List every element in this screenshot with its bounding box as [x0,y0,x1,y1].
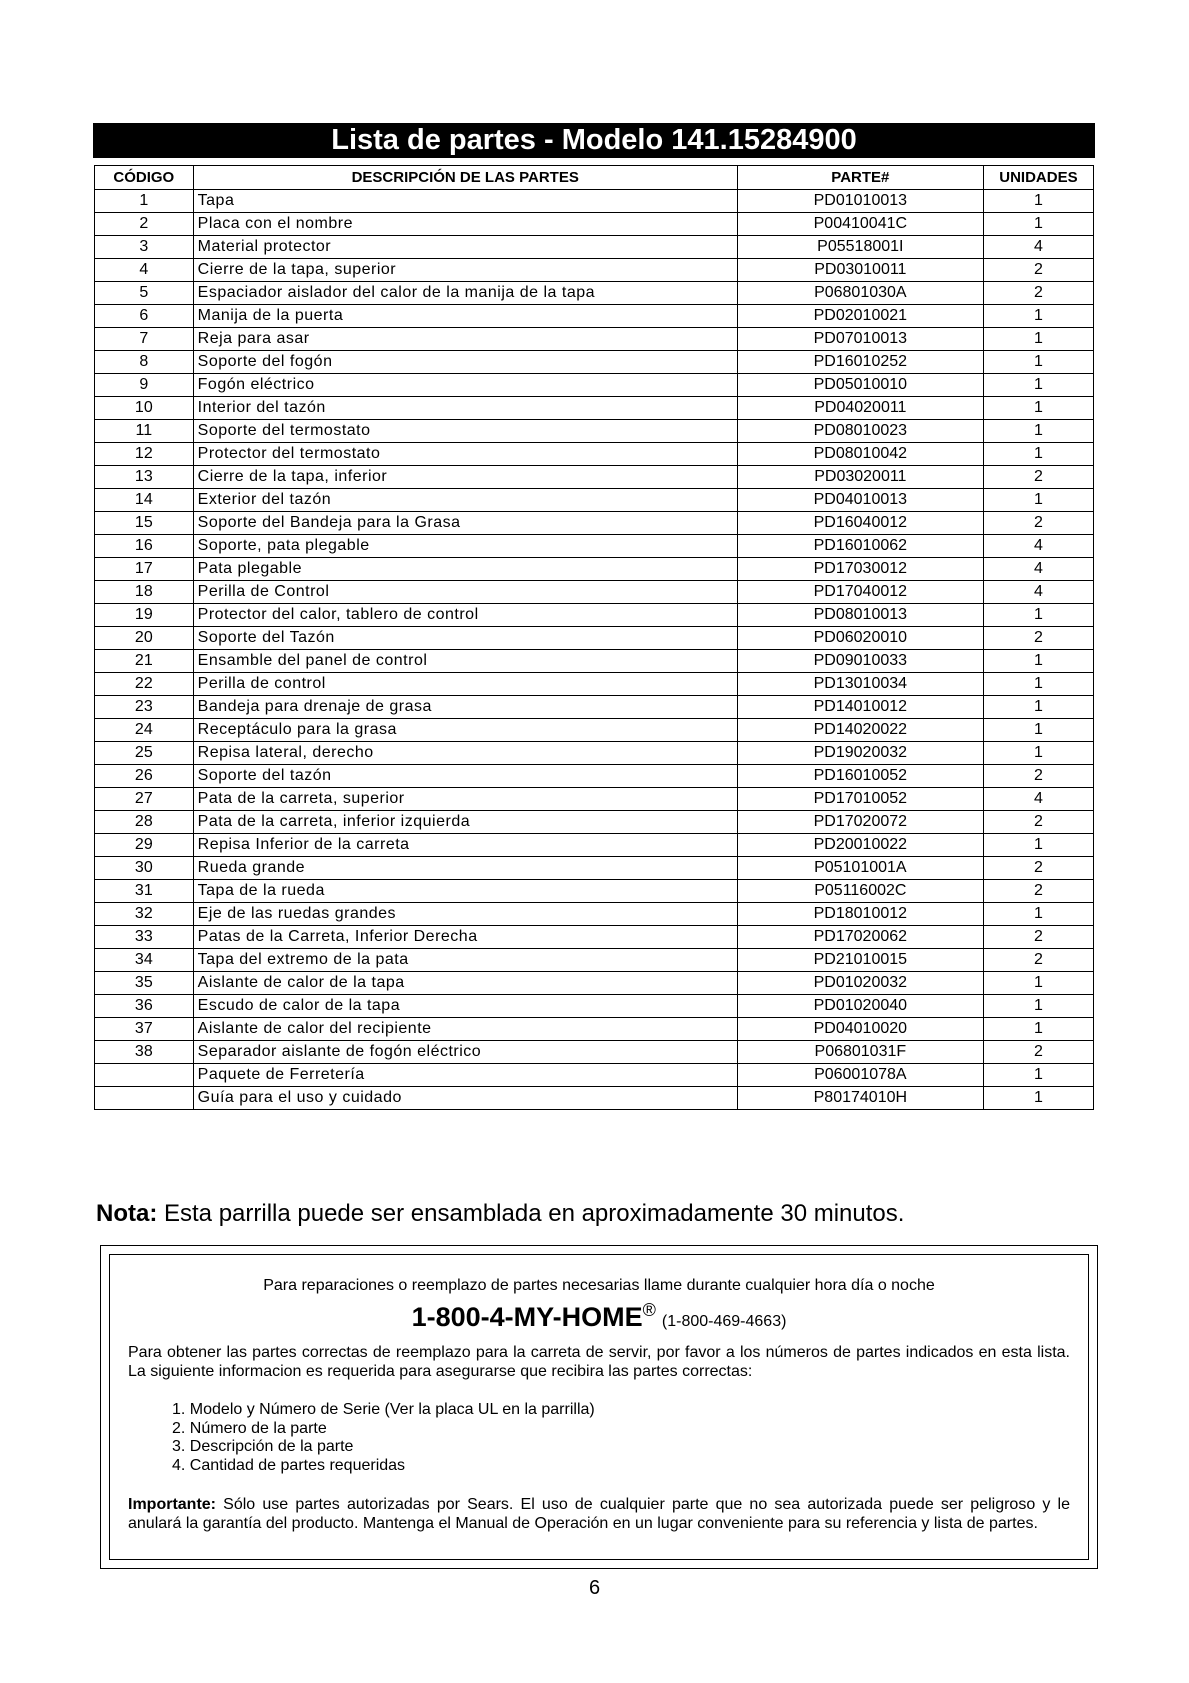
cell-units: 4 [983,788,1093,811]
cell-part-number: P06801030A [737,282,983,305]
table-row [95,857,1094,880]
cell-description: Perilla de Control [193,581,737,604]
cell-units: 1 [983,420,1093,443]
cell-code: 3 [95,236,194,259]
cell-code: 6 [95,305,194,328]
parts-table [94,165,1094,1110]
table-row [95,443,1094,466]
cell-description: Protector del termostato [193,443,737,466]
cell-part-number: PD16040012 [737,512,983,535]
cell-units: 1 [983,1018,1093,1041]
cell-description: Soporte del termostato [193,420,737,443]
cell-code: 11 [95,420,194,443]
cell-description: Exterior del tazón [193,489,737,512]
cell-description: Interior del tazón [193,397,737,420]
cell-part-number: PD05010010 [737,374,983,397]
cell-part-number: PD17020062 [737,926,983,949]
cell-code: 26 [95,765,194,788]
cell-units: 1 [983,673,1093,696]
cell-part-number: PD14020022 [737,719,983,742]
table-row [95,995,1094,1018]
table-row [95,351,1094,374]
cell-part-number: PD03020011 [737,466,983,489]
page-title: Lista de partes - Modelo 141.15284900 [93,123,1095,158]
cell-units: 1 [983,190,1093,213]
cell-part-number: PD01020040 [737,995,983,1018]
cell-code: 1 [95,190,194,213]
cell-description: Separador aislante de fogón eléctrico [193,1041,737,1064]
phone-mnemonic: 1-800-4-MY-HOME [411,1302,643,1332]
cell-code: 17 [95,558,194,581]
cell-description: Aislante de calor de la tapa [193,972,737,995]
cell-description: Receptáculo para la grasa [193,719,737,742]
cell-part-number: PD18010012 [737,903,983,926]
cell-part-number: PD20010022 [737,834,983,857]
cell-units: 1 [983,834,1093,857]
cell-units: 2 [983,282,1093,305]
cell-part-number: P80174010H [737,1087,983,1110]
cell-description: Protector del calor, tablero de control [193,604,737,627]
cell-part-number: PD03010011 [737,259,983,282]
cell-part-number: PD09010033 [737,650,983,673]
cell-units: 1 [983,719,1093,742]
table-row [95,489,1094,512]
cell-code: 16 [95,535,194,558]
cell-part-number: PD04010013 [737,489,983,512]
cell-description: Material protector [193,236,737,259]
cell-part-number: PD08010042 [737,443,983,466]
cell-units: 2 [983,926,1093,949]
table-row [95,420,1094,443]
cell-code: 10 [95,397,194,420]
cell-part-number: PD17020072 [737,811,983,834]
cell-part-number: PD04020011 [737,397,983,420]
note-text: Esta parrilla puede ser ensamblada en aproximadamente 30 minutos. [164,1200,905,1227]
cell-units: 1 [983,972,1093,995]
cell-units: 4 [983,558,1093,581]
cell-code: 30 [95,857,194,880]
table-row [95,213,1094,236]
cell-part-number: PD14010012 [737,696,983,719]
cell-code: 33 [95,926,194,949]
important-note [128,1495,1070,1533]
table-row [95,650,1094,673]
table-row [95,880,1094,903]
cell-units: 2 [983,765,1093,788]
cell-units: 1 [983,903,1093,926]
cell-description: Soporte del Tazón [193,627,737,650]
cell-code: 22 [95,673,194,696]
cell-code: 34 [95,949,194,972]
cell-code: 32 [95,903,194,926]
cell-code: 20 [95,627,194,650]
required-info-list [172,1401,595,1475]
cell-code: 12 [95,443,194,466]
cell-part-number: PD01010013 [737,190,983,213]
cell-units: 4 [983,236,1093,259]
cell-part-number: PD19020032 [737,742,983,765]
table-row [95,259,1094,282]
cell-units: 1 [983,650,1093,673]
cell-description: Paquete de Ferretería [193,1064,737,1087]
cell-description: Eje de las ruedas grandes [193,903,737,926]
table-row [95,604,1094,627]
cell-units: 1 [983,443,1093,466]
cell-units: 1 [983,351,1093,374]
cell-part-number: P00410041C [737,213,983,236]
cell-description: Fogón eléctrico [193,374,737,397]
service-phone [110,1300,1088,1333]
table-row [95,305,1094,328]
cell-description: Soporte del fogón [193,351,737,374]
cell-description: Guía para el uso y cuidado [193,1087,737,1110]
cell-description: Cierre de la tapa, inferior [193,466,737,489]
table-row [95,558,1094,581]
cell-part-number: PD17010052 [737,788,983,811]
cell-description: Pata de la carreta, inferior izquierda [193,811,737,834]
service-info-inner [109,1254,1089,1560]
cell-code: 13 [95,466,194,489]
cell-part-number: PD16010252 [737,351,983,374]
cell-code: 25 [95,742,194,765]
cell-description: Tapa del extremo de la pata [193,949,737,972]
parts-table-body [95,190,1094,1110]
cell-description: Cierre de la tapa, superior [193,259,737,282]
table-row [95,1087,1094,1110]
table-row [95,926,1094,949]
cell-part-number: P05101001A [737,857,983,880]
cell-description: Repisa lateral, derecho [193,742,737,765]
cell-description: Tapa [193,190,737,213]
list-item: 4. Cantidad de partes requeridas [172,1456,406,1474]
table-row [95,765,1094,788]
important-text: Sólo use partes autorizadas por Sears. El uso de cualquier parte que no sea autorizada puede ser peligroso y le anulará la garantía del producto. Mantenga el Manual de Operación en un lugar conveniente para su referencia y lista de partes. [128,1496,1070,1532]
cell-units: 2 [983,1041,1093,1064]
cell-part-number: PD04010020 [737,1018,983,1041]
cell-description: Rueda grande [193,857,737,880]
cell-description: Soporte del tazón [193,765,737,788]
cell-part-number: PD06020010 [737,627,983,650]
header-units: UNIDADES [983,166,1093,190]
header-part: PARTE# [737,166,983,190]
cell-units: 1 [983,328,1093,351]
cell-code: 8 [95,351,194,374]
cell-code: 14 [95,489,194,512]
list-item: 1. Modelo y Número de Serie (Ver la placa UL en la parrilla) [172,1401,595,1418]
cell-units: 2 [983,466,1093,489]
cell-description: Pata plegable [193,558,737,581]
cell-code: 18 [95,581,194,604]
cell-units: 1 [983,374,1093,397]
cell-code: 15 [95,512,194,535]
table-row [95,512,1094,535]
cell-code: 2 [95,213,194,236]
service-call-text: Para reparaciones o reemplazo de partes necesarias llame durante cualquier hora día o noche [263,1277,935,1294]
list-item: 3. Descripción de la parte [172,1438,354,1455]
cell-part-number: PD08010023 [737,420,983,443]
table-row [95,972,1094,995]
table-row [95,236,1094,259]
table-row [95,190,1094,213]
cell-part-number: P05518001I [737,236,983,259]
cell-part-number: PD08010013 [737,604,983,627]
table-row [95,282,1094,305]
table-row [95,811,1094,834]
cell-code: 5 [95,282,194,305]
cell-units: 1 [983,1064,1093,1087]
cell-code [95,1087,194,1110]
table-row [95,1064,1094,1087]
cell-code: 36 [95,995,194,1018]
cell-units: 2 [983,880,1093,903]
cell-description: Repisa Inferior de la carreta [193,834,737,857]
cell-part-number: PD13010034 [737,673,983,696]
cell-part-number: PD01020032 [737,972,983,995]
cell-description: Ensamble del panel de control [193,650,737,673]
cell-units: 1 [983,1087,1093,1110]
cell-description: Patas de la Carreta, Inferior Derecha [193,926,737,949]
cell-code: 23 [95,696,194,719]
cell-code: 37 [95,1018,194,1041]
cell-description: Escudo de calor de la tapa [193,995,737,1018]
table-row [95,742,1094,765]
cell-units: 2 [983,512,1093,535]
cell-code: 9 [95,374,194,397]
table-row [95,535,1094,558]
cell-description: Bandeja para drenaje de grasa [193,696,737,719]
cell-description: Manija de la puerta [193,305,737,328]
cell-code [95,1064,194,1087]
table-row [95,466,1094,489]
table-row [95,627,1094,650]
table-row [95,397,1094,420]
page-number: 6 [588,1577,601,1599]
table-row [95,328,1094,351]
cell-units: 1 [983,696,1093,719]
cell-code: 27 [95,788,194,811]
cell-code: 29 [95,834,194,857]
note-label: Nota: [96,1200,158,1227]
cell-code: 19 [95,604,194,627]
table-row [95,1018,1094,1041]
cell-units: 1 [983,604,1093,627]
cell-units: 1 [983,305,1093,328]
cell-part-number: PD02010021 [737,305,983,328]
cell-part-number: PD16010052 [737,765,983,788]
cell-description: Placa con el nombre [193,213,737,236]
cell-description: Soporte, pata plegable [193,535,737,558]
registered-mark: ® [642,1300,656,1320]
cell-description: Tapa de la rueda [193,880,737,903]
cell-code: 7 [95,328,194,351]
cell-units: 4 [983,581,1093,604]
cell-part-number: PD21010015 [737,949,983,972]
phone-numeric: (1-800-469-4663) [661,1313,787,1330]
note [96,1200,904,1228]
table-row [95,949,1094,972]
cell-code: 21 [95,650,194,673]
header-description: DESCRIPCIÓN DE LAS PARTES [193,166,737,190]
cell-code: 35 [95,972,194,995]
table-row [95,581,1094,604]
cell-units: 1 [983,213,1093,236]
cell-description: Reja para asar [193,328,737,351]
cell-description: Aislante de calor del recipiente [193,1018,737,1041]
cell-units: 2 [983,627,1093,650]
cell-part-number: PD17030012 [737,558,983,581]
cell-part-number: P06001078A [737,1064,983,1087]
cell-part-number: PD07010013 [737,328,983,351]
table-row [95,1041,1094,1064]
cell-part-number: P06801031F [737,1041,983,1064]
cell-code: 31 [95,880,194,903]
cell-code: 38 [95,1041,194,1064]
cell-description: Perilla de control [193,673,737,696]
cell-description: Pata de la carreta, superior [193,788,737,811]
cell-units: 1 [983,742,1093,765]
cell-units: 1 [983,995,1093,1018]
service-info-box [100,1245,1098,1569]
cell-part-number: P05116002C [737,880,983,903]
cell-description: Espaciador aislador del calor de la manija de la tapa [193,282,737,305]
parts-info-paragraph: Para obtener las partes correctas de reemplazo para la carreta de servir, por favor a los números de partes indicados en esta lista. La siguiente informacion es requerida para asegurarse que recibira las partes correctas: [128,1344,1070,1380]
cell-units: 2 [983,259,1093,282]
cell-part-number: PD17040012 [737,581,983,604]
cell-code: 28 [95,811,194,834]
important-label: Importante: [128,1496,216,1513]
table-row [95,788,1094,811]
cell-code: 24 [95,719,194,742]
header-code: CÓDIGO [95,166,194,190]
cell-units: 4 [983,535,1093,558]
cell-code: 4 [95,259,194,282]
table-row [95,374,1094,397]
table-row [95,696,1094,719]
cell-units: 1 [983,397,1093,420]
cell-units: 2 [983,857,1093,880]
table-header-row [95,166,1094,190]
table-row [95,719,1094,742]
table-row [95,673,1094,696]
cell-units: 2 [983,949,1093,972]
cell-description: Soporte del Bandeja para la Grasa [193,512,737,535]
table-row [95,903,1094,926]
cell-units: 2 [983,811,1093,834]
list-item: 2. Número de la parte [172,1419,327,1437]
cell-part-number: PD16010062 [737,535,983,558]
table-row [95,834,1094,857]
cell-units: 1 [983,489,1093,512]
